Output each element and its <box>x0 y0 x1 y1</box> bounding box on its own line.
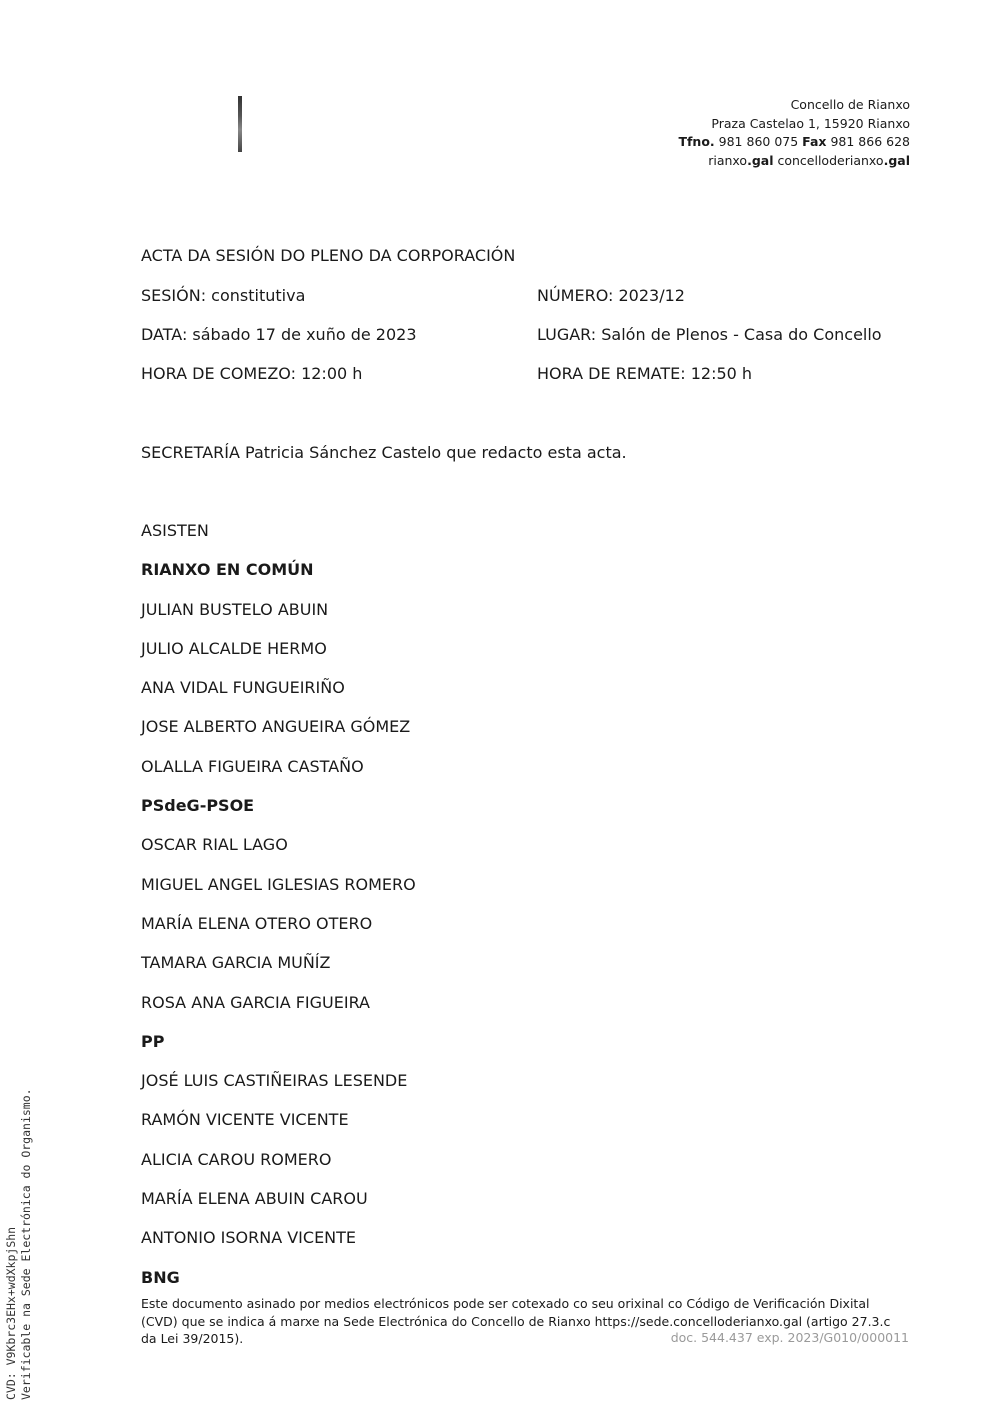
web2-link[interactable] <box>777 153 910 168</box>
secretary-line: SECRETARÍA Patricia Sánchez Castelo que redacto esta acta. <box>141 443 627 462</box>
tel-label: Tfno. <box>678 134 715 149</box>
date-row <box>141 325 882 344</box>
member: ANTONIO ISORNA VICENTE <box>141 1228 357 1248</box>
verification-stamp <box>4 1088 34 1400</box>
member: MARÍA ELENA OTERO OTERO <box>141 913 373 933</box>
end-time: HORA DE REMATE: 12:50 h <box>537 364 753 383</box>
time-row <box>141 364 753 383</box>
concello-logo <box>238 96 242 152</box>
header-phone <box>678 133 910 152</box>
header-address: Praza Castelao 1, 15920 Rianxo <box>711 115 910 131</box>
group-name: PP <box>141 1031 165 1051</box>
member: OLALLA FIGUEIRA CASTAÑO <box>141 756 364 776</box>
session-row <box>141 286 685 305</box>
tel-value: 981 860 075 <box>718 134 799 149</box>
member: JULIO ALCALDE HERMO <box>141 638 327 658</box>
member: ALICIA CAROU ROMERO <box>141 1149 332 1169</box>
session-date: DATA: sábado 17 de xuño de 2023 <box>141 325 417 344</box>
header-contact <box>678 96 910 170</box>
document-reference: doc. 544.437 exp. 2023/G010/000011 <box>670 1330 909 1345</box>
member: RAMÓN VICENTE VICENTE <box>141 1110 349 1130</box>
header-web <box>678 152 910 171</box>
group-name: PSdeG-PSOE <box>141 796 255 816</box>
header-org: Concello de Rianxo <box>790 97 910 112</box>
document-title: ACTA DA SESIÓN DO PLENO DA CORPORACIÓN <box>141 246 516 265</box>
member: MIGUEL ANGEL IGLESIAS ROMERO <box>141 874 416 894</box>
member: MARÍA ELENA ABUIN CAROU <box>141 1189 368 1209</box>
member: TAMARA GARCIA MUÑÍZ <box>141 953 331 973</box>
session-number: NÚMERO: 2023/12 <box>537 286 685 305</box>
member: ROSA ANA GARCIA FIGUEIRA <box>141 992 370 1012</box>
fax-value: 981 866 628 <box>830 134 910 149</box>
member: OSCAR RIAL LAGO <box>141 835 288 855</box>
cvd-code: CVD: V9Kbrc3EHx+wdXkpjShn <box>4 1226 18 1400</box>
attendees-list <box>141 521 416 1307</box>
session-type: SESIÓN: constitutiva <box>141 286 306 305</box>
web1-prefix: rianxo <box>708 152 748 168</box>
member: JULIAN BUSTELO ABUIN <box>141 599 329 619</box>
web1-suffix: .gal <box>747 152 774 168</box>
verification-text: Verificable na Sede Electrónica do Organismo. <box>19 1088 33 1400</box>
group-name: RIANXO EN COMÚN <box>141 560 314 580</box>
member: JOSÉ LUIS CASTIÑEIRAS LESENDE <box>141 1071 408 1091</box>
group-name: BNG <box>141 1267 180 1287</box>
member: JOSE ALBERTO ANGUEIRA GÓMEZ <box>141 717 411 737</box>
start-time: HORA DE COMEZO: 12:00 h <box>141 364 363 383</box>
web2-prefix: concelloderianxo <box>777 152 884 168</box>
session-place: LUGAR: Salón de Plenos - Casa do Concello <box>537 325 882 344</box>
member: ANA VIDAL FUNGUEIRIÑO <box>141 678 345 698</box>
verification-note: Este documento asinado por medios electrónicos pode ser cotexado co seu orixinal co Código de Verificación Dixital (CVD) que se indica á marxe na Sede Electrónica do Concello de Rianxo https://sede.concelloderianxo.gal (artigo 27.3.c da Lei 39/2015). <box>141 1296 891 1346</box>
fax-label: Fax <box>802 134 827 149</box>
web1-link[interactable] <box>708 153 773 168</box>
web2-suffix: .gal <box>883 152 910 168</box>
attendees-heading: ASISTEN <box>141 521 209 540</box>
